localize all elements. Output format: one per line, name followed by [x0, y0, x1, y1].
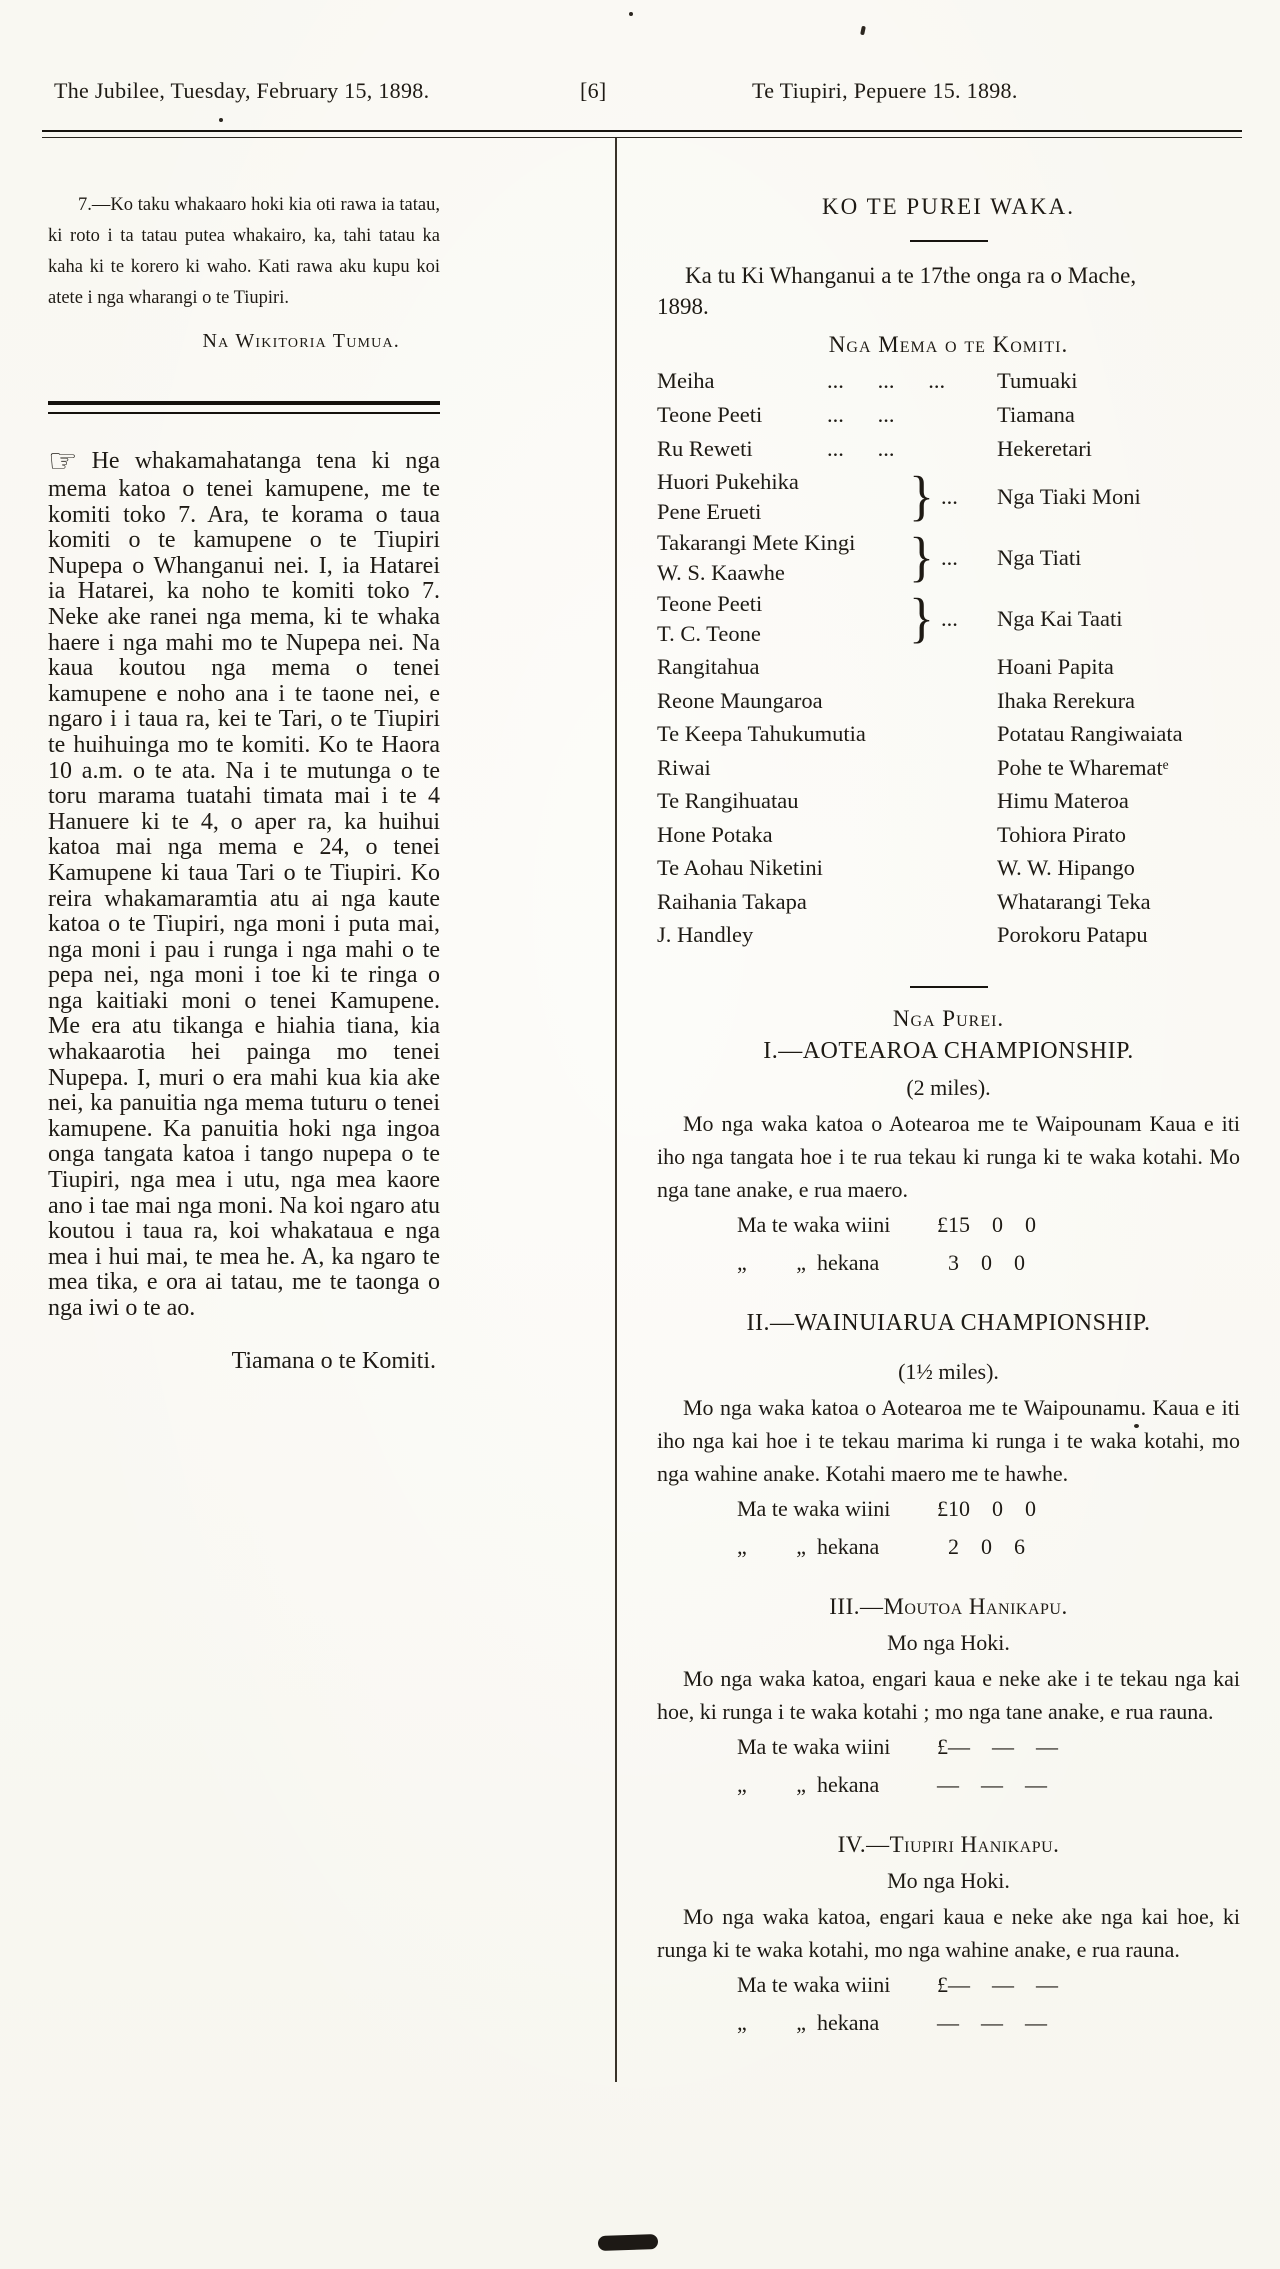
races-heading: Nga Purei. — [892, 1005, 1005, 1031]
member-row — [657, 751, 1240, 785]
member-row — [657, 784, 1240, 818]
ink-speck — [1134, 1424, 1139, 1428]
page-number: [6] — [580, 78, 607, 103]
prize-line — [737, 1528, 1240, 1566]
event-title: I.—AOTEAROA CHAMPIONSHIP. — [763, 1037, 1134, 1064]
prize-label: „ „ hekana — [737, 2009, 880, 2035]
page-columns — [48, 138, 1240, 2082]
member-name: Te Aohau Niketini — [657, 855, 823, 880]
member-name: Tohiora Pirato — [997, 821, 1127, 847]
member-name: Hone Potaka — [657, 821, 773, 847]
member-row — [657, 717, 1240, 751]
section-rule — [48, 401, 440, 414]
group-name-1: Teone Peeti — [657, 591, 763, 616]
committee-heading: Nga Mema o te Komiti. — [828, 332, 1069, 357]
member-row — [657, 684, 1240, 718]
officer-row — [657, 432, 1240, 466]
member-name: Hoani Papita — [997, 654, 1114, 679]
leader-dots: ... ... ... — [827, 368, 946, 393]
brace-glyph: } — [909, 527, 934, 588]
event-body: Mo nga waka katoa, engari kaua e neke ake nga kai hoe, ki runga ki te waka kotahi, mo nga wahine anake, e rua rauna. — [657, 1903, 1240, 1962]
letter-signature: Na Wikitoria Tumua. — [202, 330, 400, 352]
event-body: Mo nga waka katoa o Aotearoa me te Waipounamu. Kaua e iti iho nga kai hoe i te tekau marima ki runga i te waka kotahi, mo nga wahine anake. Kotahi maero me te hawhe. — [657, 1394, 1240, 1486]
group-name-1: Huori Pukehika — [657, 469, 799, 494]
prize-label: „ „ hekana — [737, 1533, 880, 1559]
article-intro-line2: 1898. — [657, 294, 709, 319]
group-role: Nga Kai Taati — [997, 606, 1123, 631]
member-name: Ihaka Rerekura — [997, 687, 1136, 713]
officer-role: Hekeretari — [997, 436, 1092, 461]
prize-label: Ma te waka wiini — [737, 1971, 891, 1997]
officer-name: Ru Reweti — [657, 436, 753, 461]
prize-label: Ma te waka wiini — [737, 1211, 891, 1237]
group-role: Nga Tiaki Moni — [997, 484, 1141, 509]
member-name: J. Handley — [657, 922, 754, 947]
letter-closing-paragraph: 7.—Ko taku whakaaro hoki kia oti rawa ia tatau, ki roto i ta tatau putea whakairo, ka, tahi tatau ka kaha ki te korero ki waho. Kati rawa aku kupu koi atete i nga wharangi o te Tiupiri. — [48, 195, 440, 308]
event-body: Mo nga waka katoa, engari kaua e neke ake i te tekau nga kai hoe, ki runga i te waka kotahi ; mo nga tane anake, e rua rauna. — [657, 1665, 1240, 1724]
masthead-title-english: The Jubilee, Tuesday, February 15, 1898. — [54, 78, 430, 103]
member-name: Te Rangihuatau — [657, 788, 799, 813]
prize-line — [737, 1206, 1240, 1244]
prize-line — [737, 1244, 1240, 1282]
prize-line — [737, 1966, 1240, 2004]
officer-row — [657, 398, 1240, 432]
prize-line — [737, 1490, 1240, 1528]
event-title: IV.—Tiupiri Hanikapu. — [837, 1831, 1060, 1857]
member-name: Riwai — [657, 754, 711, 780]
group-name-1: Takarangi Mete Kingi — [657, 530, 856, 555]
member-name: Potatau Rangiwaiata — [997, 721, 1183, 746]
member-name: Pohe te Wharematᵉ — [997, 754, 1169, 780]
officer-role: Tumuaki — [997, 368, 1078, 393]
prize-label: „ „ hekana — [737, 1249, 880, 1275]
member-row — [657, 818, 1240, 852]
event-title: III.—Moutoa Hanikapu. — [829, 1593, 1068, 1619]
article-title: KO TE PUREI WAKA. — [822, 194, 1075, 219]
event-subtitle: (1½ miles). — [898, 1358, 999, 1384]
ink-mark — [598, 2234, 658, 2251]
notice-signoff: Tiamana o te Komiti. — [231, 1347, 436, 1374]
leader-dots: ... ... — [827, 436, 895, 461]
prize-line — [737, 1728, 1240, 1766]
manicule-icon: ☞ — [48, 441, 78, 480]
event-subtitle: Mo nga Hoki. — [887, 1629, 1010, 1655]
officer-group-row — [657, 528, 1240, 588]
title-rule — [910, 240, 988, 242]
brace-glyph: } — [909, 588, 934, 649]
group-names — [657, 589, 909, 649]
member-row — [657, 918, 1240, 952]
prize-label: Ma te waka wiini — [737, 1733, 891, 1759]
masthead — [0, 0, 1280, 130]
prize-amount: — — — — [937, 1771, 1047, 1797]
group-names — [657, 528, 909, 588]
ink-speck — [219, 118, 223, 122]
notice-paragraph — [48, 441, 440, 1322]
officer-role: Tiamana — [997, 402, 1075, 427]
member-name: Reone Maungaroa — [657, 687, 823, 713]
prize-label: „ „ hekana — [737, 1771, 880, 1797]
member-name: Rangitahua — [657, 654, 760, 679]
event-subtitle: (2 miles). — [906, 1074, 991, 1100]
officer-name: Meiha — [657, 368, 715, 393]
masthead-title-maori: Te Tiupiri, Pepuere 15. 1898. — [752, 78, 1018, 103]
member-name: W. W. Hipango — [997, 855, 1135, 880]
member-name: Raihania Takapa — [657, 888, 807, 914]
article-intro — [657, 260, 1240, 322]
group-name-2: Pene Erueti — [657, 499, 762, 524]
prize-amount: £— — — — [937, 1971, 1058, 1997]
event-title: II.—WAINUIARUA CHAMPIONSHIP. — [746, 1309, 1151, 1336]
prize-line — [737, 2004, 1240, 2042]
prize-line — [737, 1766, 1240, 1804]
leader-dots: ... — [941, 606, 958, 631]
brace-glyph: } — [909, 466, 934, 527]
prize-amount: £— — — — [937, 1733, 1058, 1759]
races-section — [657, 1006, 1240, 2042]
leader-dots: ... — [941, 484, 958, 509]
group-role: Nga Tiati — [997, 545, 1082, 570]
officer-name: Teone Peeti — [657, 402, 763, 427]
notice-text: He whakamahatanga tena ki nga mema katoa o tenei kamupene, me te komiti toko 7. Ara, te korama o taua komiti o te kamupene o te Tiupiri Nupepa o Whanganui nei. I, ia Hatarei ia Hatarei, ka noho te komiti toko 7. Neke ake ranei nga mema, ki te whaka haere i nga mahi mo te Nupepa nei. Na kaua koutou nga mema o tenei kamupene e noho ana i te taone nei, e ngaro i i taua ra, kei te Tari, o te Tiupiri te huihuinga mo te komiti. Ko te Haora 10 a.m. o te ata. Na i te mutunga o te toru marama tuatahi timata mai i te 4 Hanuere ki te 4, o aper ra, ka huihui katoa mai nga mema e 24, o tenei Kamupene ki taua Tari o te Tiupiri. Ko reira whakamaramtia atu ai nga kaute katoa o te Tiupiri, nga moni i puta mai, nga moni i pau i runga i nga mahi o te pepa nei, nga moni i toe ki te ringa o nga kaitiaki moni o tenei Kamupene. Me era atu tikanga e hiahia tiana, kia whakaarotia hei painga mo tenei Nupepa. I, muri o era mahi kua kia ake nei, ka panuitia nga mema tuturu o tenei kamupene. Ka panuitia hoki nga ingoa onga tangata katoa i tango nupepa o te Tiupiri, nga mea i utu, nga mea kaore ano i tae mai nga moni. Na koi ngaro atu koutou i taua ra, koi whakataua e nga mea i hui mai, te mea he. A, ka ngaro te mea tika, e ora ai tatau, me te taonga o nga iwi o te ao. — [48, 448, 440, 1321]
member-name: Whatarangi Teka — [997, 888, 1151, 914]
right-column — [615, 138, 1240, 2082]
prize-label: Ma te waka wiini — [737, 1495, 891, 1521]
officer-row — [657, 364, 1240, 398]
prize-amount: 2 0 6 — [937, 1533, 1025, 1559]
officer-group-row — [657, 467, 1240, 527]
ink-speck — [629, 12, 633, 16]
leader-dots: ... — [941, 545, 958, 570]
prize-amount: £15 0 0 — [937, 1211, 1036, 1237]
member-name: Himu Materoa — [997, 788, 1129, 813]
event-subtitle: Mo nga Hoki. — [887, 1867, 1010, 1893]
member-name: Te Keepa Tahukumutia — [657, 721, 866, 746]
officer-group-row — [657, 589, 1240, 649]
article-intro-line1: Ka tu Ki Whanganui a te 17the onga ra o Mache, — [685, 263, 1137, 288]
event-body: Mo nga waka katoa o Aotearoa me te Waipounam Kaua e iti iho nga tangata hoe i te rua tekau ki runga ki te waka kotahi. Mo nga tane anake, e rua maero. — [657, 1110, 1240, 1202]
header-rule — [42, 130, 1242, 138]
prize-amount: — — — — [937, 2009, 1047, 2035]
member-row — [657, 885, 1240, 919]
leader-dots: ... ... — [827, 402, 895, 427]
group-name-2: W. S. Kaawhe — [657, 560, 785, 585]
prize-amount: 3 0 0 — [937, 1249, 1025, 1275]
member-row — [657, 650, 1240, 684]
prize-amount: £10 0 0 — [937, 1495, 1036, 1521]
group-name-2: T. C. Teone — [657, 621, 761, 646]
left-column — [48, 138, 440, 2082]
member-name: Porokoru Patapu — [997, 922, 1148, 947]
section-rule — [910, 986, 988, 988]
member-row — [657, 851, 1240, 885]
group-names — [657, 467, 909, 527]
